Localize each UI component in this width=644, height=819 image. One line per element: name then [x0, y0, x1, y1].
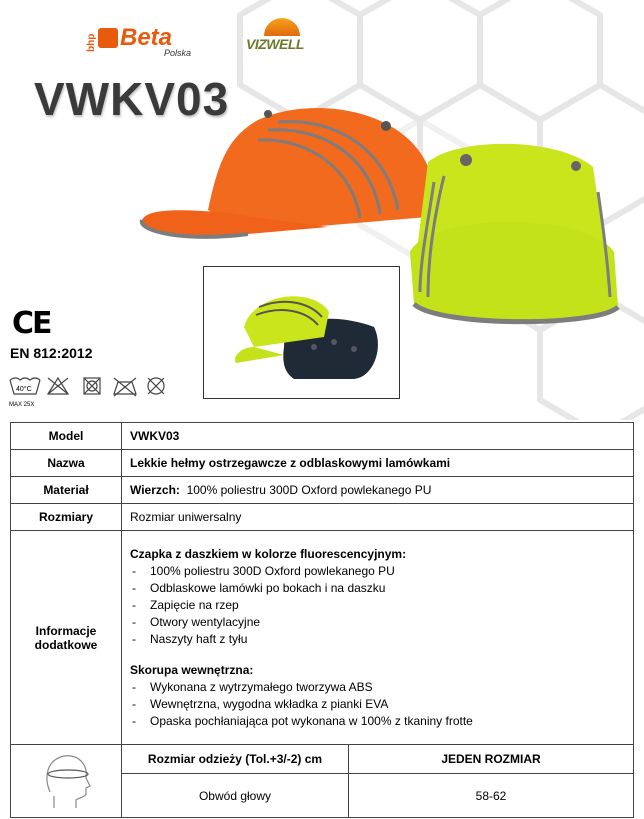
- svg-text:MAX 25X: MAX 25X: [9, 402, 35, 408]
- no-iron-icon: [114, 378, 136, 396]
- row-sizes: Rozmiary Rozmiar uniwersalny: [11, 504, 634, 531]
- row-model: Model VWKV03: [11, 423, 634, 450]
- vizwell-logo: VIZWELL: [246, 18, 326, 52]
- list-item: - Zapięcie na rzep: [130, 597, 625, 614]
- orange-cap: [142, 108, 434, 237]
- list-item: - Otwory wentylacyjne: [130, 614, 625, 631]
- list-item: - Opaska pochłaniająca pot wykonana w 100% z tkaniny frotte: [130, 713, 625, 730]
- cap-heading: Czapka z daszkiem w kolorze fluorescencyjnym:: [130, 546, 407, 561]
- row-info: Informacje dodatkowe Czapka z daszkiem w kolorze fluorescencyjnym: - 100% poliestru 300D Oxford powlekanego PU - Odblaskowe lamówki po bokach i na daszku - Zapięcie na rzep - Otwory wentylacyjne - Naszyty haft z tyłu Skorupa wewnętrzna: - Wykonana z wytrzymałego tworzywa ABS - Wewnętrzna, wygodna wkładka z pianki EVA - Opaska pochłaniająca pot wykonana w 100% z tkaniny frotte: [11, 531, 634, 745]
- list-item: - Odblaskowe lamówki po bokach i na daszku: [130, 580, 625, 597]
- no-bleach-icon: [48, 378, 68, 394]
- list-item: - Naszyty haft z tyłu: [130, 631, 625, 648]
- product-title: VWKV03: [34, 73, 230, 125]
- shell-features-list: [130, 679, 625, 730]
- no-tumble-dry-icon: [84, 378, 100, 394]
- beta-mark-icon: [98, 28, 118, 48]
- cap-features-list: [130, 563, 625, 648]
- standard-label: EN 812:2012: [10, 345, 93, 361]
- row-size-header: Rozmiar odzieży (Tol.+3/-2) cm JEDEN ROZMIAR: [11, 745, 634, 774]
- row-name: Nazwa Lekkie hełmy ostrzegawcze z odblaskowymi lamówkami: [11, 450, 634, 477]
- spec-table: [10, 422, 634, 818]
- row-size-value: Obwód głowy 58-62: [11, 774, 634, 818]
- list-item: - Wykonana z wytrzymałego tworzywa ABS: [130, 679, 625, 696]
- svg-text:40°C: 40°C: [16, 386, 32, 393]
- inner-shell-photo: [203, 266, 400, 399]
- ce-mark: CE: [12, 306, 51, 341]
- head-measure-icon: [36, 748, 96, 812]
- shell-heading: Skorupa wewnętrzna:: [130, 662, 254, 677]
- list-item: - Wewnętrzna, wygodna wkładka z pianki EVA: [130, 696, 625, 713]
- care-symbols: [8, 374, 178, 412]
- row-material: Materiał Wierzch: 100% poliestru 300D Oxford powlekanego PU: [11, 477, 634, 504]
- list-item: - 100% poliestru 300D Oxford powlekanego PU: [130, 563, 625, 580]
- beta-logo: bhp Beta Polska: [86, 24, 192, 58]
- no-dry-clean-icon: [148, 378, 164, 394]
- sun-icon: [264, 18, 300, 36]
- yellow-cap: [410, 144, 618, 322]
